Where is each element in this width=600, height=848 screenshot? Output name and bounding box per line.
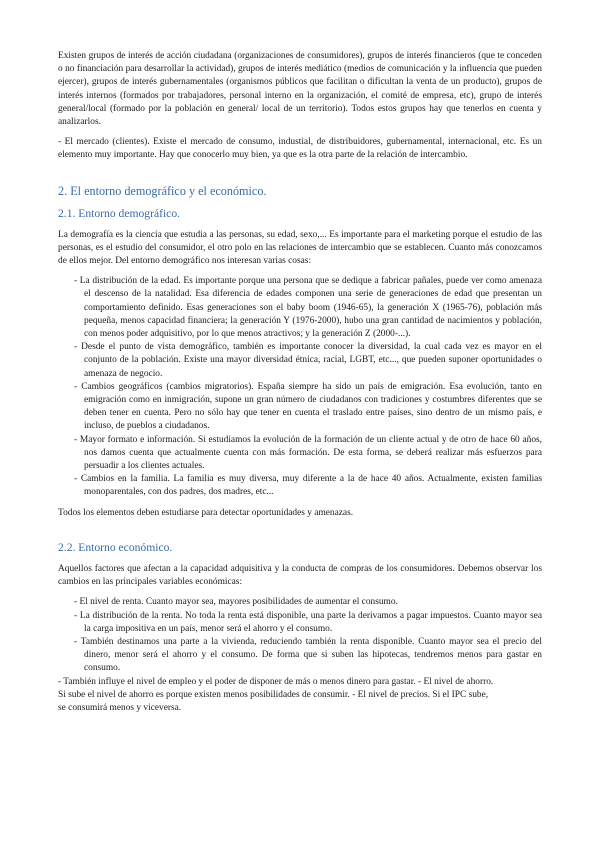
demography-closing: Todos los elementos deben estudiarse para detectar oportunidades y amenazas.	[58, 507, 354, 518]
section-2-1-heading: 2.1. Entorno demográfico.	[58, 206, 181, 220]
economy-list	[58, 596, 542, 675]
demography-intro: La demografía es la ciencia que estudia a las personas, su edad, sexo,... Es importante para el marketing porque el estudio de las personas, es el estudio del consumidor, el otro polo en las relaciones de intercambio que se establecen. Cuanto más conozcamos de ellos mejor. Del entorno demográfico nos interesan varias cosas:	[58, 229, 542, 267]
list-item-education: - Mayor formato e información. Si estudiamos la evolución de la formación de un cliente actual y de otro de hace 60 años, nos damos cuenta que actualmente cuenta con más formación. De esta forma, se deberá realizar más esfuerzos para persuadir a los clientes actuales.	[74, 434, 542, 472]
section-2-2-heading: 2.2. Entorno económico.	[58, 540, 173, 554]
document-body	[58, 50, 542, 715]
section-2-heading: 2. El entorno demográfico y el económico.	[58, 183, 267, 198]
list-item-diversity: - Desde el punto de vista demográfico, también es importante conocer la diversidad, la cual cada vez es mayor en el conjunto de la población. Existe una mayor diversidad étnica, racial, LGBT, etc..., que pueden suponer oportunidades o amenaza de negocio.	[74, 342, 542, 379]
interest-groups-paragraph: Existen grupos de interés de acción ciudadana (organizaciones de consumidores), grupos de interés financieros (que te conceden o no financiación para desarrollar la actividad), grupos de interés mediático (medios de comunicación y la influencia que pueden ejercer), grupos de interés gubernamentales (organismos públicos que facilitan o dificultan la venta de un producto), grupos de interés internos (formados por trabajadores, personal interno en la organización, el comité de empresa, etc), grupo de interés general/local (formado por la población en general/ local de un territorio). Todos estos grupos hay que tenerlos en cuenta y analizarlos.	[58, 51, 542, 128]
demography-list	[58, 275, 542, 499]
list-item-geographic-changes: - Cambios geográficos (cambios migratorios). España siempre ha sido un país de emigración. Esa evolución, tanto en emigración como en inmigración, supone un gran número de ciudadanos con tradiciones y costumbres diferentes que se deben tener en cuenta. Pero no sólo hay que tener en cuenta el traslado entre países, sino dentro de un mismo país, e incluso, de pueblos a ciudadanos.	[74, 381, 542, 432]
list-item-income-distribution: - La distribución de la renta. No toda la renta está disponible, una parte la derivamos a pagar impuestos. Cuanto mayor sea la carga impositiva en un país, menor será el ahorro y el consumo.	[74, 610, 542, 634]
economy-tail-paragraph: - También influye el nivel de empleo y el poder de disponer de más o menos dinero para gastar. - El nivel de ahorro. Si sube el nivel de ahorro es porque existen menos posibilidades de consumir. - El nivel de precios. Si el IPC sube, se consumirá menos y viceversa.	[58, 676, 494, 713]
list-item-family-changes: - Cambios en la familia. La familia es muy diversa, muy diferente a la de hace 40 años. Actualmente, existen familias monoparentales, con dos padres, dos madres, etc...	[74, 474, 542, 498]
economy-tail-block	[58, 676, 498, 716]
economy-intro: Aquellos factores que afectan a la capacidad adquisitiva y la conducta de compras de los consumidores. Debemos observar los cambios en las principales variables económicas:	[58, 563, 542, 588]
list-item-income-level: - El nivel de renta. Cuanto mayor sea, mayores posibilidades de aumentar el consumo.	[74, 597, 398, 608]
market-paragraph: - El mercado (clientes). Existe el mercado de consumo, industial, de distribuidores, gubernamental, internacional, etc. Es un elemento muy importante. Hay que conocerlo muy bien, ya que es la otra parte de la relación de intercambio.	[58, 137, 542, 161]
list-item-age-distribution: - La distribución de la edad. Es importante porque una persona que se dedique a fabricar pañales, puede ver como amenaza el descenso de la natalidad. Esa diferencia de edades componen una serie de generaciones de edad que presentan un comportamiento definido. Esas generaciones son el baby boom (1946-65), la generación X (1965-76), población más pequeña, menos capacidad financiera; la generación Y (1976-2000), hubo una gran cantidad de nacimientos y población, con menos poder adquisitivo, por lo que menos atractivos; y la generación Z (2000-...).	[74, 276, 542, 340]
list-item-housing: - También destinamos una parte a la vivienda, reduciendo también la renta disponible. Cuanto mayor sea el precio del dinero, menor será el ahorro y el consumo. De forma que si suben las hipotecas, tendremos menos para gastar en consumo.	[74, 636, 542, 674]
